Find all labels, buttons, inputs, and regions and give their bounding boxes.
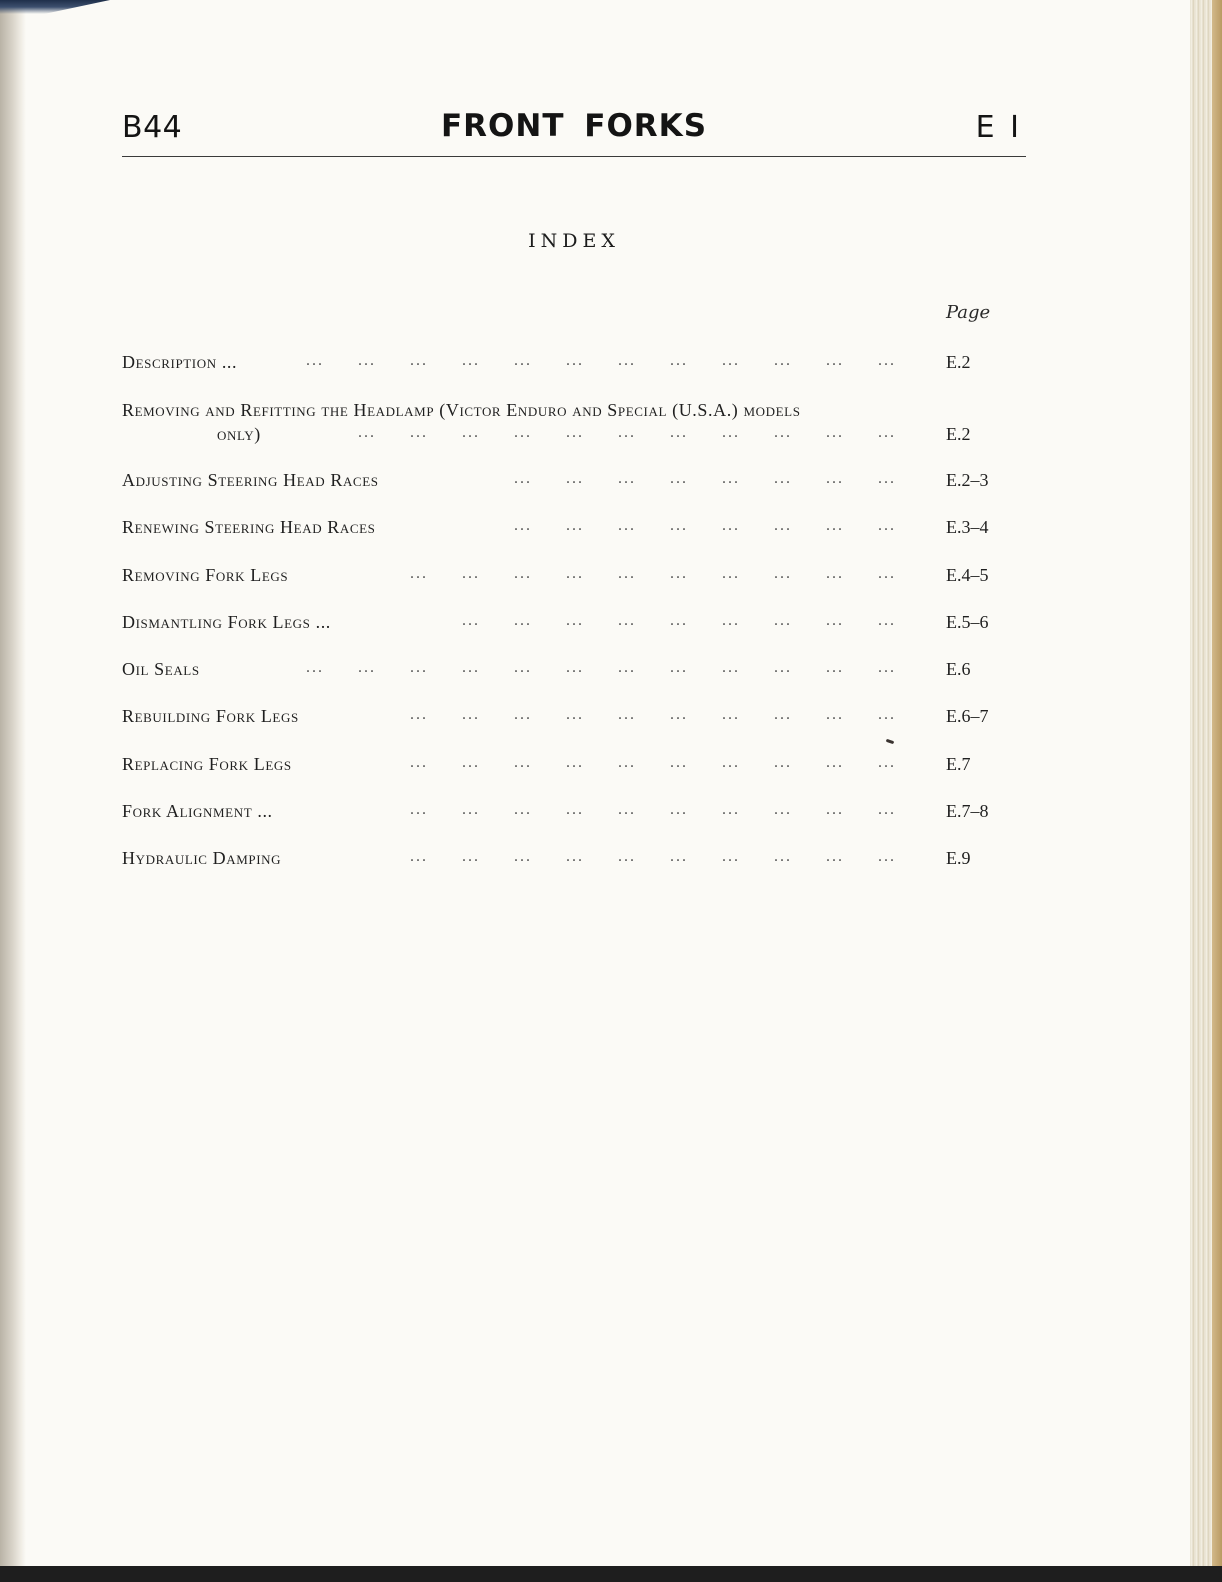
- leader-dots: ... ... ... ... ... ... ... ... ...: [462, 612, 896, 629]
- toc-entry-page: E.2: [946, 352, 971, 372]
- toc-entry-page: E.6: [946, 659, 971, 679]
- corner-mark: [0, 0, 110, 14]
- toc-entry-removing-fork-legs: [122, 565, 1026, 595]
- page-column-label: Page: [946, 302, 991, 323]
- toc-entry-title: Rebuilding Fork Legs: [122, 706, 299, 726]
- toc-entry-page: E.9: [946, 848, 971, 868]
- toc-entry-page: E.3–4: [946, 517, 989, 537]
- leader-dots: ... ... ... ... ... ... ... ... ... ...: [410, 848, 896, 865]
- leader-dots: ... ... ... ... ... ... ... ... ... ... ...: [358, 424, 896, 441]
- leader-dots: ... ... ... ... ... ... ... ...: [514, 517, 896, 534]
- toc-entry-replacing-fork-legs: [122, 754, 1026, 784]
- toc-entry-page: E.2–3: [946, 470, 989, 490]
- toc-entry-headlamp-continued: [122, 424, 1026, 454]
- scan-background-strip: [0, 1566, 1222, 1582]
- page-edge-shade: [1212, 0, 1222, 1566]
- page-title: FRONT FORKS: [440, 108, 708, 144]
- ink-smudge: [886, 739, 895, 744]
- toc-entry-title: Hydraulic Damping: [122, 848, 282, 868]
- header-rule: [122, 156, 1026, 157]
- toc-entry-page: E.5–6: [946, 612, 989, 632]
- leader-dots: ... ... ... ... ... ... ... ... ... ...: [410, 801, 896, 818]
- toc-entry-oil-seals: [122, 659, 1026, 689]
- toc-entry-title: Description ...: [122, 352, 238, 372]
- toc-entry-title: Fork Alignment ...: [122, 801, 273, 821]
- toc-entry-fork-alignment: [122, 801, 1026, 831]
- toc-entry-title: Adjusting Steering Head Races: [122, 470, 379, 490]
- toc-entry-page: E.7–8: [946, 801, 989, 821]
- leader-dots: ... ... ... ... ... ... ... ... ... ... ... ...: [306, 659, 896, 676]
- toc-entry-page: E.2: [946, 424, 971, 444]
- toc-entry-dismantling-fork-legs: [122, 612, 1026, 642]
- toc-entry-page: E.4–5: [946, 565, 989, 585]
- toc-entry-description: [122, 352, 1026, 382]
- section-number: E I: [975, 110, 1022, 145]
- leader-dots: ... ... ... ... ... ... ... ... ... ...: [410, 706, 896, 723]
- toc-entry-title: Oil Seals: [122, 659, 200, 679]
- index-heading: INDEX: [528, 230, 620, 252]
- toc-entry-title: Renewing Steering Head Races: [122, 517, 376, 537]
- model-code: B44: [122, 110, 183, 145]
- leader-dots: ... ... ... ... ... ... ... ... ... ... ... ...: [306, 352, 896, 369]
- leader-dots: ... ... ... ... ... ... ... ... ... ...: [410, 565, 896, 582]
- toc-entry-title: Removing and Refitting the Headlamp (Victor Enduro and Special (U.S.A.) models: [122, 400, 801, 420]
- page-header: [122, 104, 1026, 152]
- toc-entry-continuation: only): [217, 424, 261, 444]
- toc-entry-page: E.6–7: [946, 706, 989, 726]
- toc-entry-page: E.7: [946, 754, 971, 774]
- toc-entry-title: Removing Fork Legs: [122, 565, 289, 585]
- toc-entry-title: Dismantling Fork Legs ...: [122, 612, 331, 632]
- toc-entry-renewing-steering: [122, 517, 1026, 547]
- leader-dots: ... ... ... ... ... ... ... ... ... ...: [410, 754, 896, 771]
- toc-entry-title: Replacing Fork Legs: [122, 754, 292, 774]
- leader-dots: ... ... ... ... ... ... ... ...: [514, 470, 896, 487]
- binding-shadow: [0, 0, 26, 1566]
- toc-entry-hydraulic-damping: [122, 848, 1026, 878]
- toc-entry-adjusting-steering: [122, 470, 1026, 500]
- toc-entry-rebuilding-fork-legs: [122, 706, 1026, 736]
